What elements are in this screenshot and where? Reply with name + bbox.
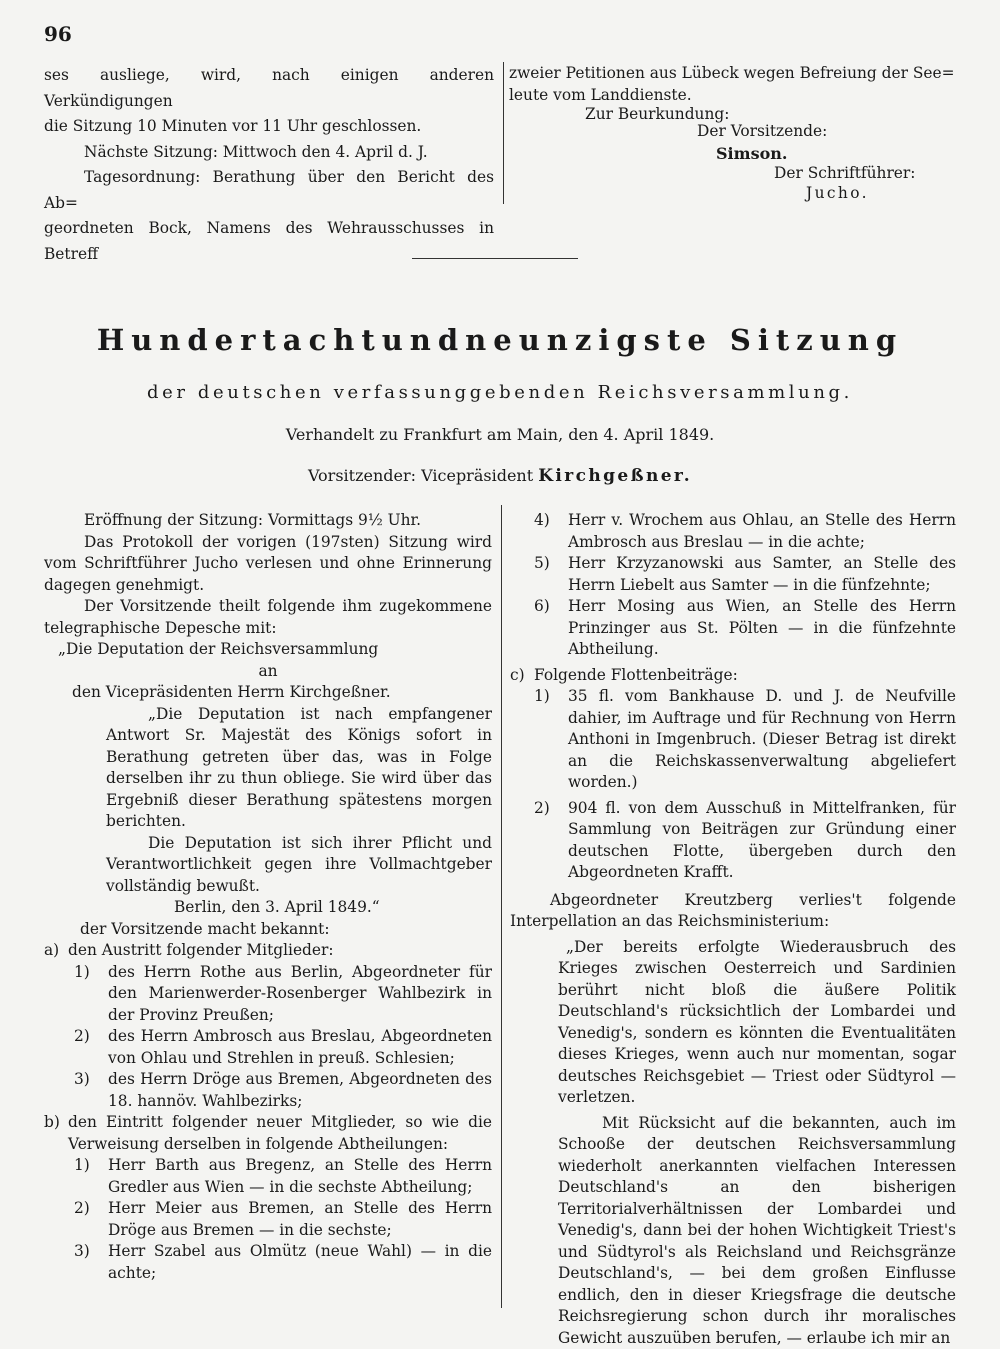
list-item: [534, 553, 956, 596]
telegram-an: an: [44, 661, 492, 683]
president-name: Kirchgeßner.: [538, 466, 692, 486]
list-item: [74, 1198, 492, 1241]
list-item-number: 1): [534, 686, 568, 794]
page-number: 96: [44, 22, 72, 46]
list-item-number: 5): [534, 553, 568, 596]
secretary-name: Jucho.: [806, 183, 869, 205]
list-item: [534, 798, 956, 884]
list-item-text: Herr Barth aus Bregenz, an Stelle des Herrn Gredler aus Wien — in die sechste Abtheilung;: [108, 1155, 492, 1198]
top-column-rule: [503, 62, 504, 204]
top-left-line: ses ausliege, wird, nach einigen anderen Verkündigungen: [44, 63, 494, 114]
list-label: c): [510, 665, 534, 687]
list-item: [74, 1241, 492, 1284]
list-item: [534, 596, 956, 661]
list-item-number: 2): [74, 1026, 108, 1069]
list-item-text: des Herrn Dröge aus Bremen, Abgeordneten des 18. hannöv. Wahlbezirks;: [108, 1069, 492, 1112]
telegram-body: Die Deputation ist sich ihrer Pflicht und Verantwortlichkeit gegen ihre Vollmachtgeber vollständig bewußt.: [44, 833, 492, 898]
chair-name: Simson.: [716, 143, 787, 165]
list-item-text: 35 fl. vom Bankhause D. und J. de Neufville dahier, im Auftrage und für Rechnung von Herrn Anthoni in Imgenbruch. (Dieser Betrag ist direkt an die Reichskassenverwaltung abgeliefert worden.): [568, 686, 956, 794]
list-item: [74, 1155, 492, 1198]
top-right-line: zweier Petitionen aus Lübeck wegen Befreiung der See=: [509, 63, 956, 85]
announce-line: der Vorsitzende macht bekannt:: [44, 919, 492, 941]
top-left-line: geordneten Bock, Namens des Wehrausschusses in Betreff: [44, 216, 494, 267]
session-title: Hundertachtundneunzigste Sitzung: [0, 323, 1000, 357]
telegram-to: den Vicepräsidenten Herrn Kirchgeßner.: [44, 682, 492, 704]
session-subtitle: der deutschen verfassunggebenden Reichsversammlung.: [0, 382, 1000, 403]
interpellation-intro: Abgeordneter Kreutzberg verlies't folgende Interpellation an das Reichsministerium:: [510, 890, 956, 933]
list-item-text: Herr v. Wrochem aus Ohlau, an Stelle des Herrn Ambrosch aus Breslau — in die achte;: [568, 510, 956, 553]
list-c-items: [510, 686, 956, 884]
list-item-text: des Herrn Rothe aus Berlin, Abgeordneter für den Marienwerder-Rosenberger Wahlbezirk in der Provinz Preußen;: [108, 962, 492, 1027]
list-item-text: 904 fl. von dem Ausschuß in Mittelfranken, für Sammlung von Beiträgen zur Gründung einer deutschen Flotte, übergeben durch den Abgeordneten Krafft.: [568, 798, 956, 884]
list-item-number: 1): [74, 962, 108, 1027]
list-item: [74, 962, 492, 1027]
list-text: den Eintritt folgender neuer Mitglieder, so wie die Verweisung derselben in folgende Abtheilungen:: [68, 1112, 492, 1155]
telegram-intro: Der Vorsitzende theilt folgende ihm zugekommene telegraphische Depesche mit:: [44, 596, 492, 639]
list-item-number: 2): [534, 798, 568, 884]
list-item-number: 1): [74, 1155, 108, 1198]
list-item-text: Herr Mosing aus Wien, an Stelle des Herrn Prinzinger aus St. Pölten — in die fünfzehnte Abtheilung.: [568, 596, 956, 661]
telegram-from: „Die Deputation der Reichsversammlung: [44, 639, 492, 661]
list-item-number: 3): [74, 1241, 108, 1284]
list-item: [74, 1026, 492, 1069]
telegram-body: „Die Deputation ist nach empfangener Antwort Sr. Majestät des Königs sofort in Berathung getreten über das, was in Folge derselben ihr zu thun obliege. Sie wird über das Ergebniß dieser Berathung spätestens morgen berichten.: [44, 704, 492, 833]
top-left-column: [44, 63, 494, 267]
interpellation-quote: „Der bereits erfolgte Wiederausbruch des Krieges zwischen Oesterreich und Sardinien berührt nicht bloß die äußere Politik Deutschland's rücksichtlich der Lombardei und Venedig's, sondern es könnten die Eventualitäten dieses Krieges, wenn auch nur momentan, sogar deutsches Reichsgebiet — Triest oder Südtyrol — verletzen.: [510, 937, 956, 1109]
list-item: [534, 510, 956, 553]
top-left-line: die Sitzung 10 Minuten vor 11 Uhr geschlossen.: [44, 114, 494, 140]
list-item: [534, 686, 956, 794]
list-b-continued: [510, 510, 956, 661]
section-divider: [412, 258, 578, 259]
left-column: [44, 510, 492, 1284]
main-column-rule: [501, 505, 502, 1308]
list-item-text: des Herrn Ambrosch aus Breslau, Abgeordneten von Ohlau und Strehlen in preuß. Schlesien;: [108, 1026, 492, 1069]
telegram-place-date: Berlin, den 3. April 1849.“: [44, 897, 492, 919]
list-label: b): [44, 1112, 68, 1155]
dateline: Verhandelt zu Frankfurt am Main, den 4. April 1849.: [0, 425, 1000, 444]
top-left-line: Nächste Sitzung: Mittwoch den 4. April d. J.: [44, 140, 494, 166]
list-c-header: [510, 665, 956, 687]
chair-label: Der Vorsitzende:: [697, 121, 827, 143]
list-item-number: 4): [534, 510, 568, 553]
list-a-header: [44, 940, 492, 962]
list-item-number: 3): [74, 1069, 108, 1112]
secretary-label: Der Schriftführer:: [774, 163, 915, 185]
list-text: den Austritt folgender Mitglieder:: [68, 940, 492, 962]
list-label: a): [44, 940, 68, 962]
list-item-text: Herr Szabel aus Olmütz (neue Wahl) — in die achte;: [108, 1241, 492, 1284]
attest-label: Zur Beurkundung:: [585, 104, 729, 126]
top-left-line: Tagesordnung: Berathung über den Bericht des Ab=: [44, 165, 494, 216]
list-a-items: [44, 962, 492, 1113]
president-line: [0, 466, 1000, 486]
list-b-header: [44, 1112, 492, 1155]
list-item-text: Herr Krzyzanowski aus Samter, an Stelle des Herrn Liebelt aus Samter — in die fünfzehnte;: [568, 553, 956, 596]
list-item-number: 2): [74, 1198, 108, 1241]
top-right-line: leute vom Landdienste.: [509, 85, 956, 107]
top-right-column: [509, 63, 956, 106]
right-column: [510, 510, 956, 1349]
list-b-items: [44, 1155, 492, 1284]
list-item: [74, 1069, 492, 1112]
opening-line: Eröffnung der Sitzung: Vormittags 9½ Uhr.: [44, 510, 492, 532]
interpellation-paragraph: Mit Rücksicht auf die bekannten, auch im Schooße der deutschen Reichsversammlung wiederholt anerkannten vielfachen Interessen Deutschland's an den bisherigen Territorialverhältnissen der Lombardei und Venedig's, dann bei der hohen Wichtigkeit Triest's und Südtyrol's als Reichsland und Reichsgränze Deutschland's, — bei dem großen Einflusse endlich, den in dieser Kriegsfrage die deutsche Reichsregierung schon durch ihr moralisches Gewicht auszuüben berufen, — erlaube ich mir an: [510, 1113, 956, 1349]
president-prefix: Vorsitzender: Vicepräsident: [308, 466, 533, 485]
list-item-text: Herr Meier aus Bremen, an Stelle des Herrn Dröge aus Bremen — in die sechste;: [108, 1198, 492, 1241]
list-text: Folgende Flottenbeiträge:: [534, 665, 956, 687]
list-item-number: 6): [534, 596, 568, 661]
protocol-paragraph: Das Protokoll der vorigen (197sten) Sitzung wird vom Schriftführer Jucho verlesen und ohne Erinnerung dagegen genehmigt.: [44, 532, 492, 597]
